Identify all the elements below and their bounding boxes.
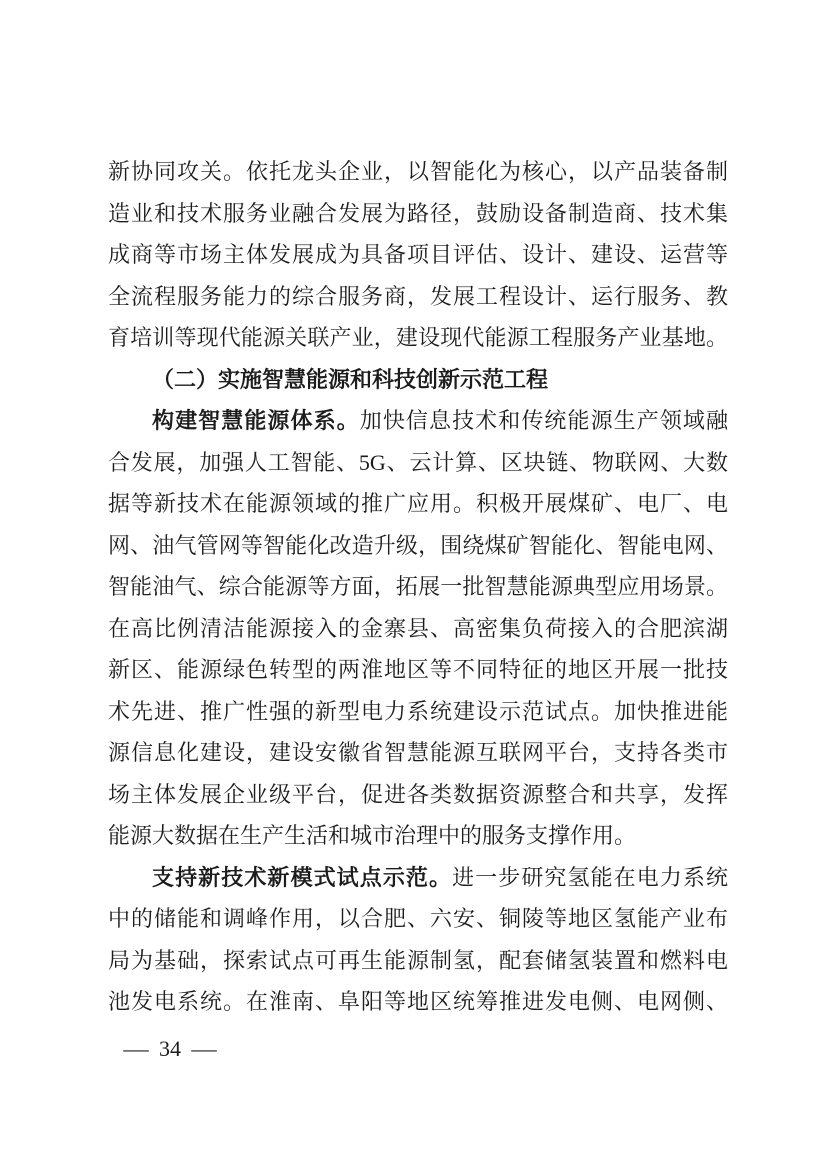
paragraph-lead-rest: 进一步研究氢能在电力系统 [452, 864, 728, 890]
text-line: 局为基础，探索试点可再生能源制氢，配套储氢装置和燃料电 [108, 947, 728, 973]
text-line: 池发电系统。在淮南、阜阳等地区统筹推进发电侧、电网侧、 [108, 989, 728, 1014]
text-line: 据等新技术在能源领域的推广应用。积极开展煤矿、电厂、电 [108, 491, 728, 516]
paragraph-pilot-demo [108, 857, 728, 1023]
paragraph-lead-bold: 支持新技术新模式试点示范。 [152, 864, 453, 890]
text-line [108, 400, 728, 442]
page-number: 34 [159, 1036, 181, 1061]
text-line: 智能油气、综合能源等方面，拓展一批智慧能源典型应用场景。 [108, 574, 728, 599]
text-line: 合发展，加强人工智能、5G、云计算、区块链、物联网、大数 [108, 449, 728, 475]
text-line: 场主体发展企业级平台，促进各类数据资源整合和共享，发挥 [108, 781, 728, 807]
text-line: 成商等市场主体发展成为具备项目评估、设计、建设、运营等 [108, 242, 728, 267]
text-line: 全流程服务能力的综合服务商，发展工程设计、运行服务、教 [108, 283, 728, 309]
text-line: 能源大数据在生产生活和城市治理中的服务支撑作用。 [108, 823, 637, 848]
text-line: 术先进、推广性强的新型电力系统建设示范试点。加快推进能 [108, 698, 728, 724]
text-line: 造业和技术服务业融合发展为路径，鼓励设备制造商、技术集 [108, 200, 728, 226]
text-line: 源信息化建设，建设安徽省智慧能源互联网平台，支持各类市 [108, 740, 728, 765]
document-body [108, 151, 728, 1023]
paragraph-smart-energy [108, 400, 728, 857]
text-line: 网、油气管网等智能化改造升级，围绕煤矿智能化、智能电网、 [108, 532, 728, 558]
page-footer [125, 1028, 215, 1070]
text-line: 中的储能和调峰作用，以合肥、六安、铜陵等地区氢能产业布 [108, 906, 728, 931]
text-line: 新区、能源绿色转型的两淮地区等不同特征的地区开展一批技 [108, 657, 728, 682]
text-line: 在高比例清洁能源接入的金寨县、高密集负荷接入的合肥滨湖 [108, 615, 728, 641]
footer-dash-left: — [123, 1036, 149, 1061]
text-line [108, 857, 728, 899]
footer-dash-right: — [191, 1036, 217, 1061]
text-line: 育培训等现代能源关联产业，建设现代能源工程服务产业基地。 [108, 325, 728, 350]
paragraph-lead-bold: 构建智慧能源体系。 [152, 408, 360, 433]
paragraph-lead-rest: 加快信息技术和传统能源生产领域融 [359, 408, 728, 433]
paragraph-continuation [108, 151, 728, 359]
text-line: 新协同攻关。依托龙头企业，以智能化为核心，以产品装备制 [108, 159, 728, 184]
section-heading: （二）实施智慧能源和科技创新示范工程 [152, 366, 549, 392]
